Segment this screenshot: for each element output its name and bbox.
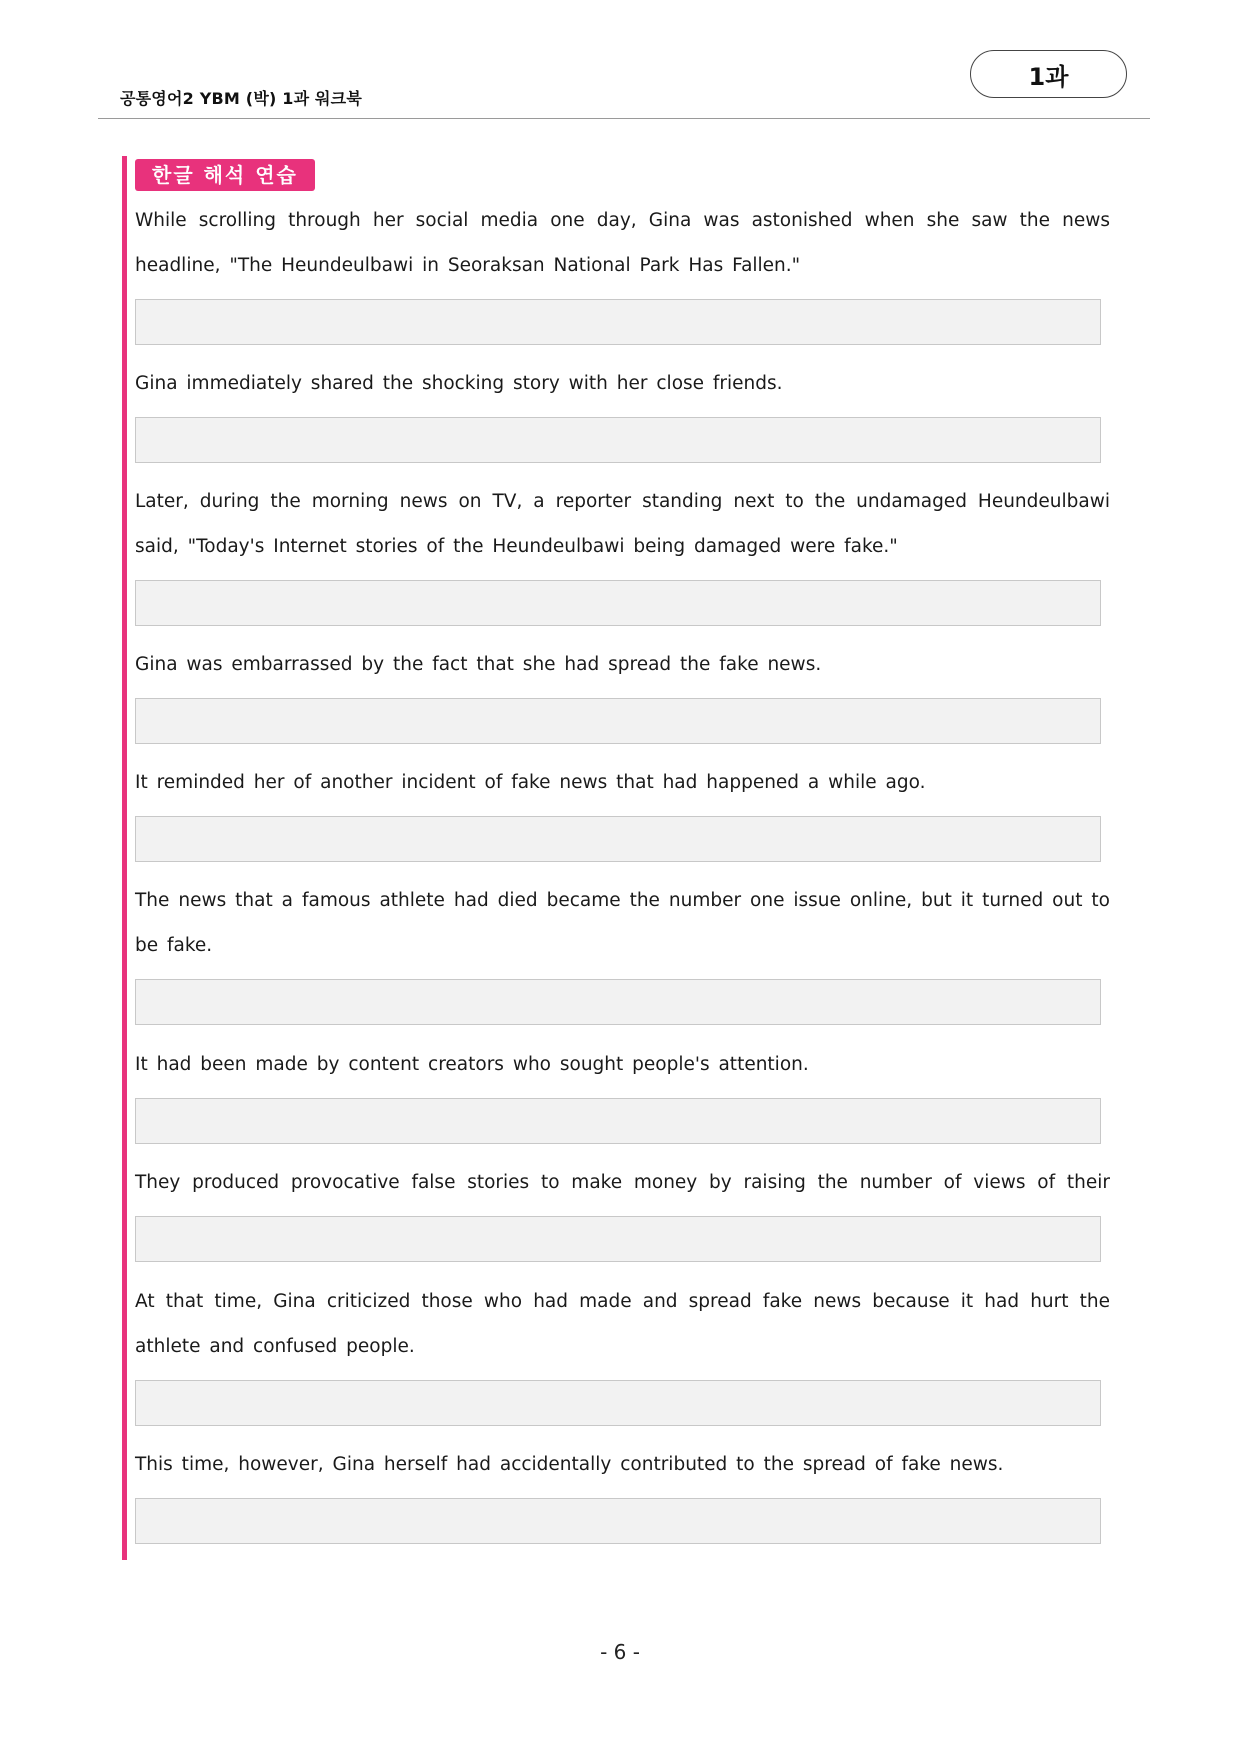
answer-box-3[interactable] bbox=[135, 580, 1101, 626]
header-divider bbox=[98, 118, 1150, 119]
section-tag: 한글 해석 연습 bbox=[135, 159, 315, 191]
answer-box-1[interactable] bbox=[135, 299, 1101, 345]
exercise-item-4 bbox=[135, 642, 1110, 687]
sentence-2: Gina immediately shared the shocking story with her close friends. bbox=[135, 373, 783, 394]
section-accent-bar bbox=[122, 156, 127, 1560]
exercise-item-9 bbox=[135, 1279, 1110, 1369]
answer-box-5[interactable] bbox=[135, 816, 1101, 862]
answer-box-10[interactable] bbox=[135, 1498, 1101, 1544]
exercise-item-5 bbox=[135, 760, 1110, 805]
exercise-item-7 bbox=[135, 1042, 1110, 1087]
lesson-badge: 1과 bbox=[970, 50, 1127, 98]
sentence-1: While scrolling through her social media one day, Gina was astonished when she saw the news headline, "The Heundeulbawi in Seoraksan National Park Has Fallen." bbox=[135, 210, 1110, 276]
answer-box-8[interactable] bbox=[135, 1216, 1101, 1262]
sentence-5: It reminded her of another incident of fake news that had happened a while ago. bbox=[135, 772, 926, 793]
exercise-item-1 bbox=[135, 198, 1110, 288]
sentence-8: They produced provocative false stories to make money by raising the number of views of their bbox=[135, 1172, 1110, 1193]
page-number: - 6 - bbox=[600, 1640, 640, 1664]
translation-practice-section bbox=[122, 156, 1122, 1560]
exercise-item-8 bbox=[135, 1160, 1110, 1250]
answer-box-9[interactable] bbox=[135, 1380, 1101, 1426]
exercise-item-10 bbox=[135, 1442, 1110, 1487]
answer-box-4[interactable] bbox=[135, 698, 1101, 744]
sentence-10: This time, however, Gina herself had accidentally contributed to the spread of fake news. bbox=[135, 1454, 1004, 1475]
header-title: 공통영어2 YBM (박) 1과 워크북 bbox=[120, 89, 362, 108]
sentence-4: Gina was embarrassed by the fact that she had spread the fake news. bbox=[135, 654, 822, 675]
sentence-7: It had been made by content creators who sought people's attention. bbox=[135, 1054, 809, 1075]
sentence-6: The news that a famous athlete had died became the number one issue online, but it turned out to be fake. bbox=[135, 890, 1110, 956]
answer-box-6[interactable] bbox=[135, 979, 1101, 1025]
exercise-item-3 bbox=[135, 479, 1110, 569]
sentence-9: At that time, Gina criticized those who had made and spread fake news because it had hurt the athlete and confused people. bbox=[135, 1291, 1110, 1357]
sentence-3: Later, during the morning news on TV, a reporter standing next to the undamaged Heundeulbawi said, "Today's Internet stories of the Heundeulbawi being damaged were fake." bbox=[135, 491, 1110, 557]
exercise-item-6 bbox=[135, 878, 1110, 968]
answer-box-7[interactable] bbox=[135, 1098, 1101, 1144]
exercise-item-2 bbox=[135, 361, 1110, 406]
answer-box-2[interactable] bbox=[135, 417, 1101, 463]
